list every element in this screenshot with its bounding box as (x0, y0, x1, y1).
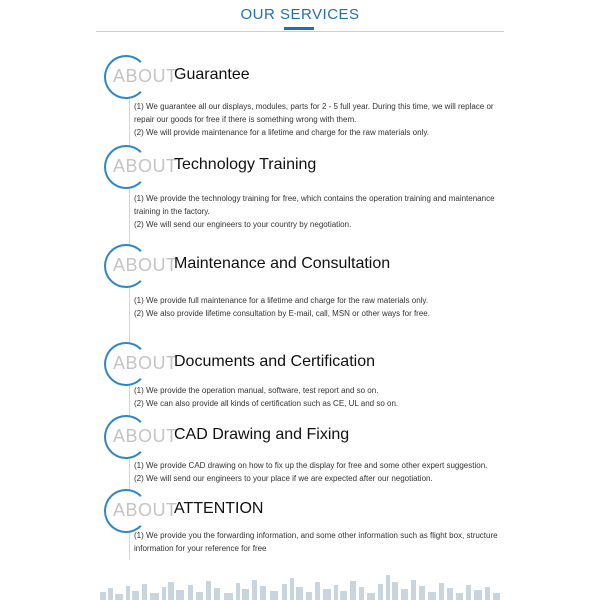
city-skyline-image (96, 572, 504, 600)
section-line: (1) We provide full maintenance for a lifetime and charge for the raw materials only. (134, 296, 429, 305)
section-body (134, 530, 504, 556)
section-body (134, 101, 504, 139)
about-label: ABOUT (113, 500, 181, 520)
section-line: (2) We will send our engineers to your place if we are expected after our negotiation. (134, 473, 433, 483)
about-label: ABOUT (113, 156, 181, 176)
title-accent-bar (284, 27, 314, 30)
section-line: (1) We guarantee all our displays, modules, parts for 2 - 5 full year. During this time, we will replace or repair our goods for free if there is something wrong with them. (134, 102, 494, 124)
section-title: Technology Training (174, 156, 317, 173)
section-line: (2) We will provide maintenance for a lifetime and charge for the raw materials only. (134, 127, 429, 137)
page-title: OUR SERVICES (240, 6, 360, 23)
about-label: ABOUT (113, 66, 181, 86)
section-title: ATTENTION (174, 500, 264, 517)
section-line: (2) We also provide lifetime consultation by E-mail, call, MSN or other ways for free. (134, 308, 430, 318)
section-body (134, 460, 504, 486)
timeline-line (129, 60, 130, 560)
section-body (134, 295, 504, 321)
section-title: Guarantee (174, 66, 250, 83)
section-body (134, 385, 504, 411)
section-line: (2) We can also provide all kinds of certification such as CE, UL and so on. (134, 398, 399, 408)
section-line: (1) We provide CAD drawing on how to fix up the display for free and some other expert suggestion. (134, 461, 488, 470)
about-label: ABOUT (113, 353, 181, 373)
section-line: (1) We provide you the forwarding information, and some other information such as flight box, structure information for your reference for free (134, 531, 498, 553)
section-line: (2) We will send our engineers to your country by negotiation. (134, 219, 352, 229)
section-line: (1) We provide the technology training for free, which contains the operation training and maintenance training in the factory. (134, 194, 495, 216)
section-body (134, 193, 504, 231)
header-divider (96, 31, 504, 32)
section-line: (1) We provide the operation manual, software, test report and so on. (134, 386, 379, 395)
section-title: Maintenance and Consultation (174, 255, 391, 272)
about-label: ABOUT (113, 426, 181, 446)
about-label: ABOUT (113, 255, 181, 275)
section-title: Documents and Certification (174, 353, 375, 370)
section-title: CAD Drawing and Fixing (174, 426, 350, 443)
